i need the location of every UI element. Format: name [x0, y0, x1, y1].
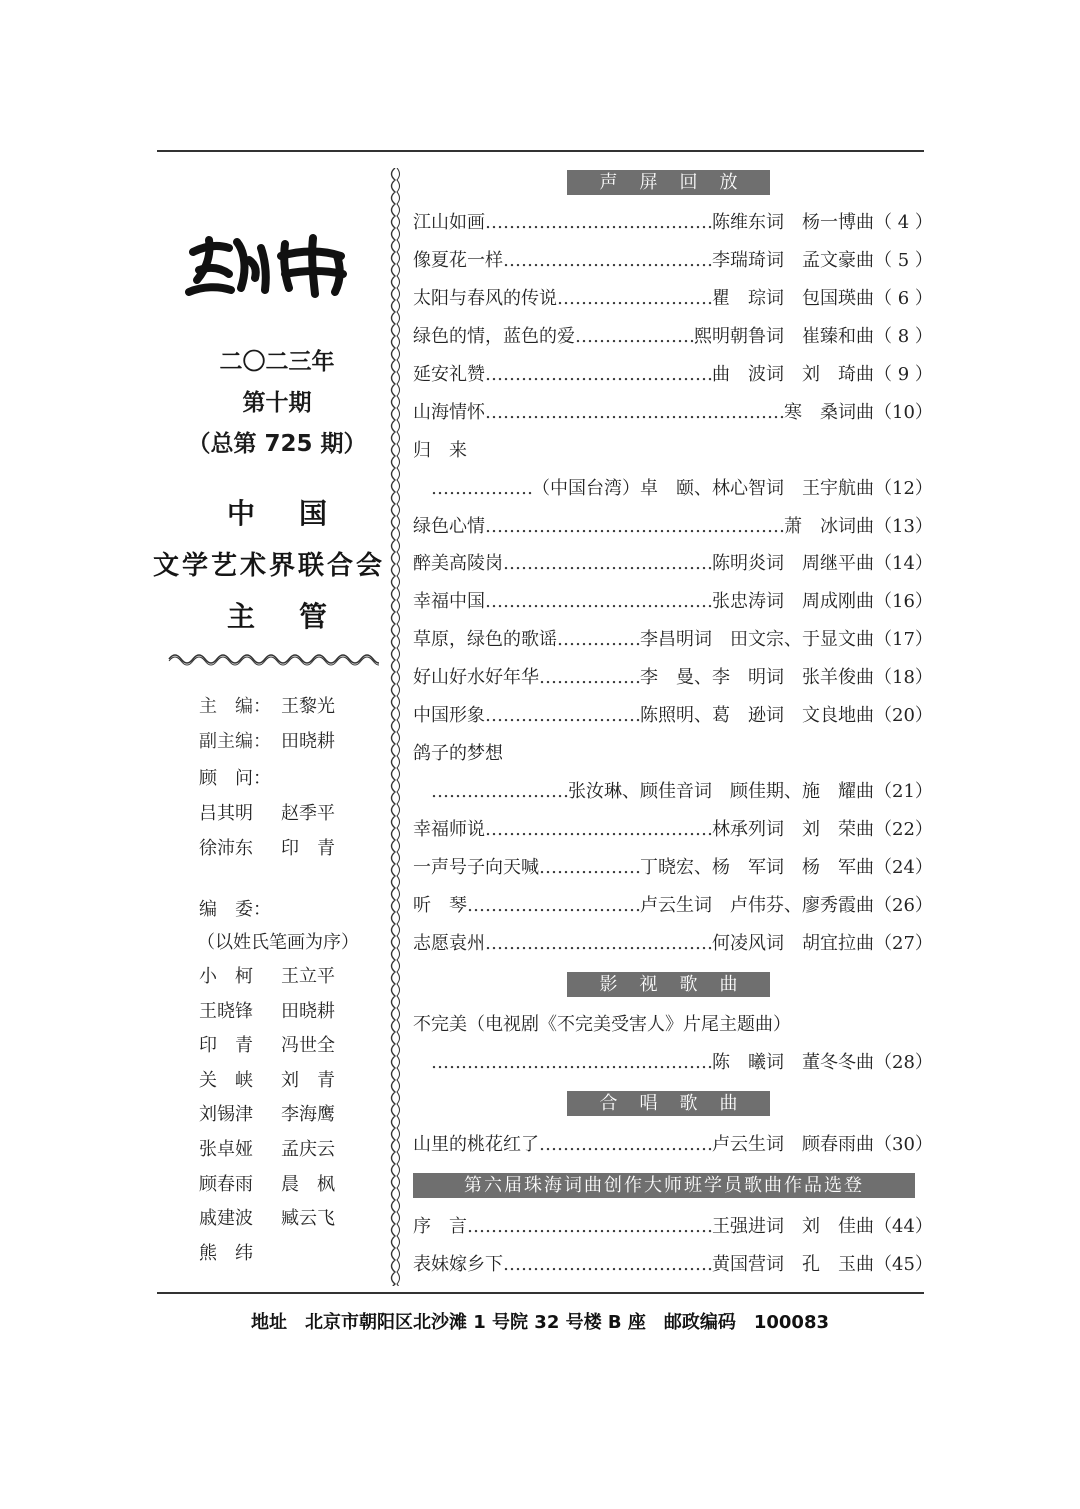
- total-issue-number: （总第 725 期）: [187, 431, 367, 457]
- toc-leader-dots: [485, 815, 712, 845]
- toc-entry-credits: 李 曼、李 明词 张羊俊曲: [640, 667, 874, 688]
- wavy-divider-icon: [167, 652, 379, 666]
- address-footer: 地址 北京市朝阳区北沙滩 1 号院 32 号楼 B 座 邮政编码 100083: [250, 1312, 830, 1333]
- toc-entry-credits: 张忠涛词 周成刚曲: [712, 591, 874, 612]
- toc-entry-page: （ 8 ）: [874, 326, 933, 347]
- toc-leader-dots: [467, 891, 640, 921]
- toc-leader-dots: [431, 474, 532, 504]
- toc-leader-dots: [539, 663, 640, 693]
- committee-row: [199, 1239, 281, 1265]
- toc-entry-credits: 陈 曦词 董冬冬曲: [712, 1052, 874, 1073]
- toc-entry[interactable]: [413, 360, 933, 390]
- toc-entry[interactable]: [413, 398, 933, 428]
- committee-row: [199, 962, 363, 988]
- toc-entry-title[interactable]: 归 来: [413, 440, 467, 461]
- toc-entry-page: （14）: [874, 553, 933, 574]
- toc-entry-credits: 陈照明、葛 逊词 文良地曲: [640, 705, 874, 726]
- toc-entry-title: 听 琴: [413, 895, 467, 916]
- toc-entry-credits: 卢云生词 卢伟芬、廖秀霞曲: [640, 895, 874, 916]
- toc-entry-page: （18）: [874, 667, 933, 688]
- toc-entry[interactable]: [413, 208, 933, 238]
- toc-entry[interactable]: [413, 549, 933, 579]
- committee-member: 关 峡: [199, 1069, 253, 1091]
- deputy-editor-label: 副主编：: [199, 731, 271, 752]
- committee-label: 编 委：: [199, 899, 271, 920]
- toc-leader-dots: [485, 208, 712, 238]
- toc-entry[interactable]: [413, 701, 933, 731]
- toc-entry[interactable]: [431, 777, 933, 807]
- committee-member: 王晓锋: [199, 1000, 253, 1022]
- toc-entry-title: 山海情怀: [413, 402, 485, 423]
- toc-entry-page: （28）: [874, 1052, 933, 1073]
- organizer-line-3: 主管: [226, 600, 371, 633]
- toc-entry[interactable]: [413, 891, 933, 921]
- toc-entry-credits: 王强进词 刘 佳曲: [712, 1216, 874, 1237]
- committee-member: 刘锡津: [199, 1104, 253, 1126]
- toc-entry-title: 志愿袁州: [413, 933, 485, 954]
- committee-member: 臧云飞: [281, 1208, 335, 1230]
- toc-entry-page: （16）: [874, 591, 933, 612]
- toc-entry-title: 醉美高陵岗: [413, 553, 503, 574]
- committee-member: 晨 枫: [281, 1173, 335, 1195]
- toc-entry-page: （ 9 ）: [874, 364, 933, 385]
- toc-leader-dots: [485, 701, 640, 731]
- advisors-row: [199, 799, 363, 825]
- toc-entry[interactable]: [413, 246, 933, 276]
- toc-leader-dots: [557, 625, 640, 655]
- toc-leader-dots: [503, 1250, 712, 1280]
- committee-member: 顾春雨: [199, 1173, 253, 1195]
- organizer-line-1: 中国: [226, 497, 371, 530]
- toc-entry[interactable]: [431, 1048, 933, 1078]
- toc-entry-title: 中国形象: [413, 705, 485, 726]
- toc-entry-title: 绿色的情，蓝色的爱: [413, 326, 575, 347]
- section-header: 合唱歌曲: [567, 1091, 770, 1116]
- committee-member: 孟庆云: [281, 1139, 335, 1160]
- toc-entry-page: （12）: [874, 478, 933, 499]
- toc-entry-title: 江山如画: [413, 212, 485, 233]
- toc-entry-page: （ 6 ）: [874, 288, 933, 309]
- toc-leader-dots: [539, 853, 640, 883]
- toc-entry[interactable]: [413, 284, 933, 314]
- toc-entry-page: （30）: [874, 1134, 933, 1155]
- toc-entry-credits: （中国台湾）卓 颐、林心智词 王宇航曲: [532, 478, 874, 499]
- toc-entry-title: 幸福中国: [413, 591, 485, 612]
- committee-note: （以姓氏笔画为序）: [197, 932, 359, 953]
- bottom-rule: [157, 1292, 924, 1294]
- toc-entry[interactable]: [413, 853, 933, 883]
- toc-entry-title[interactable]: 鸽子的梦想: [413, 743, 503, 764]
- deputy-editor: [199, 727, 335, 753]
- toc-entry-credits: 何凌风词 胡宜拉曲: [712, 933, 874, 954]
- toc-entry-page: （45）: [874, 1254, 933, 1275]
- toc-entry-credits: 熙明朝鲁词 崔臻和曲: [694, 326, 874, 347]
- committee-row: [199, 1170, 363, 1196]
- toc-entry-credits: 萧 冰词曲: [784, 516, 874, 537]
- toc-entry[interactable]: [413, 929, 933, 959]
- toc-entry[interactable]: [413, 663, 933, 693]
- committee-member: 李海鹰: [281, 1104, 335, 1126]
- committee-member: 印 青: [199, 1035, 253, 1057]
- toc-leader-dots: [485, 360, 712, 390]
- toc-entry-title: 表妹嫁乡下: [413, 1254, 503, 1275]
- toc-entry-credits: 李昌明词 田文宗、于显文曲: [640, 629, 874, 650]
- committee-member: 小 柯: [199, 966, 253, 987]
- toc-leader-dots: [503, 246, 712, 276]
- toc-entry[interactable]: [431, 474, 933, 504]
- committee-member: 戚建波: [199, 1208, 253, 1230]
- toc-entry[interactable]: [413, 1212, 933, 1242]
- committee-member: 王立平: [281, 966, 335, 987]
- advisors-label: 顾 问：: [199, 768, 271, 789]
- toc-entry-page: （ 4 ）: [874, 212, 933, 233]
- toc-leader-dots: [485, 587, 712, 617]
- toc-entry-page: （22）: [874, 819, 933, 840]
- toc-entry-credits: 瞿 琮词 包国瑛曲: [712, 288, 874, 309]
- committee-member: 刘 青: [281, 1069, 335, 1091]
- toc-entry-page: （26）: [874, 895, 933, 916]
- vertical-wavy-divider-icon: [387, 168, 403, 1286]
- toc-entry-credits: 黄国营词 孔 玉曲: [712, 1254, 874, 1275]
- masthead-column: [152, 152, 387, 1292]
- toc-entry-credits: 丁晓宏、杨 军词 杨 军曲: [640, 857, 874, 878]
- toc-entry-page: （10）: [874, 402, 933, 423]
- issue-year: 二〇二三年: [219, 349, 335, 375]
- section-header: 第六届珠海词曲创作大师班学员歌曲作品选登: [413, 1173, 915, 1198]
- advisors-row: [199, 834, 363, 860]
- toc-leader-dots: [557, 284, 712, 314]
- toc-entry-title: 幸福师说: [413, 819, 485, 840]
- toc-leader-dots: [431, 777, 568, 807]
- advisor-name: 印 青: [281, 838, 335, 859]
- advisor-name: 吕其明: [199, 803, 253, 824]
- toc-entry[interactable]: [413, 625, 933, 655]
- toc-entry-credits: 寒 桑词曲: [784, 402, 874, 423]
- committee-row: [199, 1066, 363, 1092]
- toc-entry-page: （44）: [874, 1216, 933, 1237]
- chief-editor-label: 主 编：: [199, 696, 271, 717]
- toc-entry-credits: 林承列词 刘 荣曲: [712, 819, 874, 840]
- toc-leader-dots: [485, 929, 712, 959]
- toc-entry-title: 延安礼赞: [413, 364, 485, 385]
- toc-entry-title: 一声号子向天喊: [413, 857, 539, 878]
- toc-entry-title: 好山好水好年华: [413, 667, 539, 688]
- advisor-name: 徐沛东: [199, 838, 253, 859]
- chief-editor-name: 王黎光: [281, 696, 335, 717]
- toc-entry-title: 太阳与春风的传说: [413, 288, 557, 309]
- toc-entry[interactable]: [413, 512, 933, 542]
- toc-entry-page: （ 5 ）: [874, 250, 933, 271]
- toc-leader-dots: [485, 398, 784, 428]
- toc-entry-credits: 曲 波词 刘 琦曲: [712, 364, 874, 385]
- toc-entry-credits: 李瑞琦词 孟文豪曲: [712, 250, 874, 271]
- chief-editor: [199, 692, 335, 718]
- committee-member: 冯世全: [281, 1035, 335, 1057]
- toc-leader-dots: [539, 1130, 712, 1160]
- organizer-line-2: 文学艺术界联合会: [152, 551, 385, 581]
- toc-leader-dots: [503, 549, 712, 579]
- toc-entry-page: （21）: [874, 781, 933, 802]
- toc-entry-credits: 陈明炎词 周继平曲: [712, 553, 874, 574]
- toc-leader-dots: [431, 1048, 712, 1078]
- table-of-contents: [413, 152, 933, 1292]
- toc-entry[interactable]: [413, 1130, 933, 1160]
- deputy-editor-name: 田晓耕: [281, 731, 335, 752]
- advisor-name: 赵季平: [281, 803, 335, 824]
- committee-row: [199, 1031, 363, 1057]
- toc-entry-title: 绿色心情: [413, 516, 485, 537]
- toc-entry-title: 山里的桃花红了: [413, 1134, 539, 1155]
- toc-entry-title[interactable]: 不完美（电视剧《不完美受害人》片尾主题曲）: [413, 1014, 791, 1035]
- toc-entry-title: 序 言: [413, 1216, 467, 1237]
- toc-entry[interactable]: [413, 322, 933, 352]
- toc-entry[interactable]: [413, 587, 933, 617]
- toc-entry-page: （13）: [874, 516, 933, 537]
- toc-entry-title: 像夏花一样: [413, 250, 503, 271]
- toc-leader-dots: [485, 512, 784, 542]
- section-header: 影视歌曲: [567, 972, 770, 997]
- committee-row: [199, 997, 363, 1023]
- toc-entry-credits: 张汝琳、顾佳音词 顾佳期、施 耀曲: [568, 781, 874, 802]
- committee-row: [199, 1204, 363, 1230]
- issue-number: 第十期: [242, 390, 312, 416]
- committee-member: 熊 纬: [199, 1242, 253, 1264]
- committee-member: 张卓娅: [199, 1139, 253, 1160]
- toc-entry-credits: 陈维东词 杨一博曲: [712, 212, 874, 233]
- toc-entry-credits: 卢云生词 顾春雨曲: [712, 1134, 874, 1155]
- toc-entry-page: （24）: [874, 857, 933, 878]
- toc-entry[interactable]: [413, 1250, 933, 1280]
- toc-leader-dots: [575, 322, 694, 352]
- committee-row: [199, 1100, 363, 1126]
- committee-row: [199, 1135, 363, 1161]
- gequ-logo: [185, 230, 353, 302]
- toc-entry-title: 草原，绿色的歌谣: [413, 629, 557, 650]
- toc-entry-page: （20）: [874, 705, 933, 726]
- toc-entry[interactable]: [413, 815, 933, 845]
- section-header: 声屏回放: [567, 170, 770, 195]
- toc-entry-page: （27）: [874, 933, 933, 954]
- toc-leader-dots: [467, 1212, 712, 1242]
- committee-member: 田晓耕: [281, 1000, 335, 1022]
- toc-entry-page: （17）: [874, 629, 933, 650]
